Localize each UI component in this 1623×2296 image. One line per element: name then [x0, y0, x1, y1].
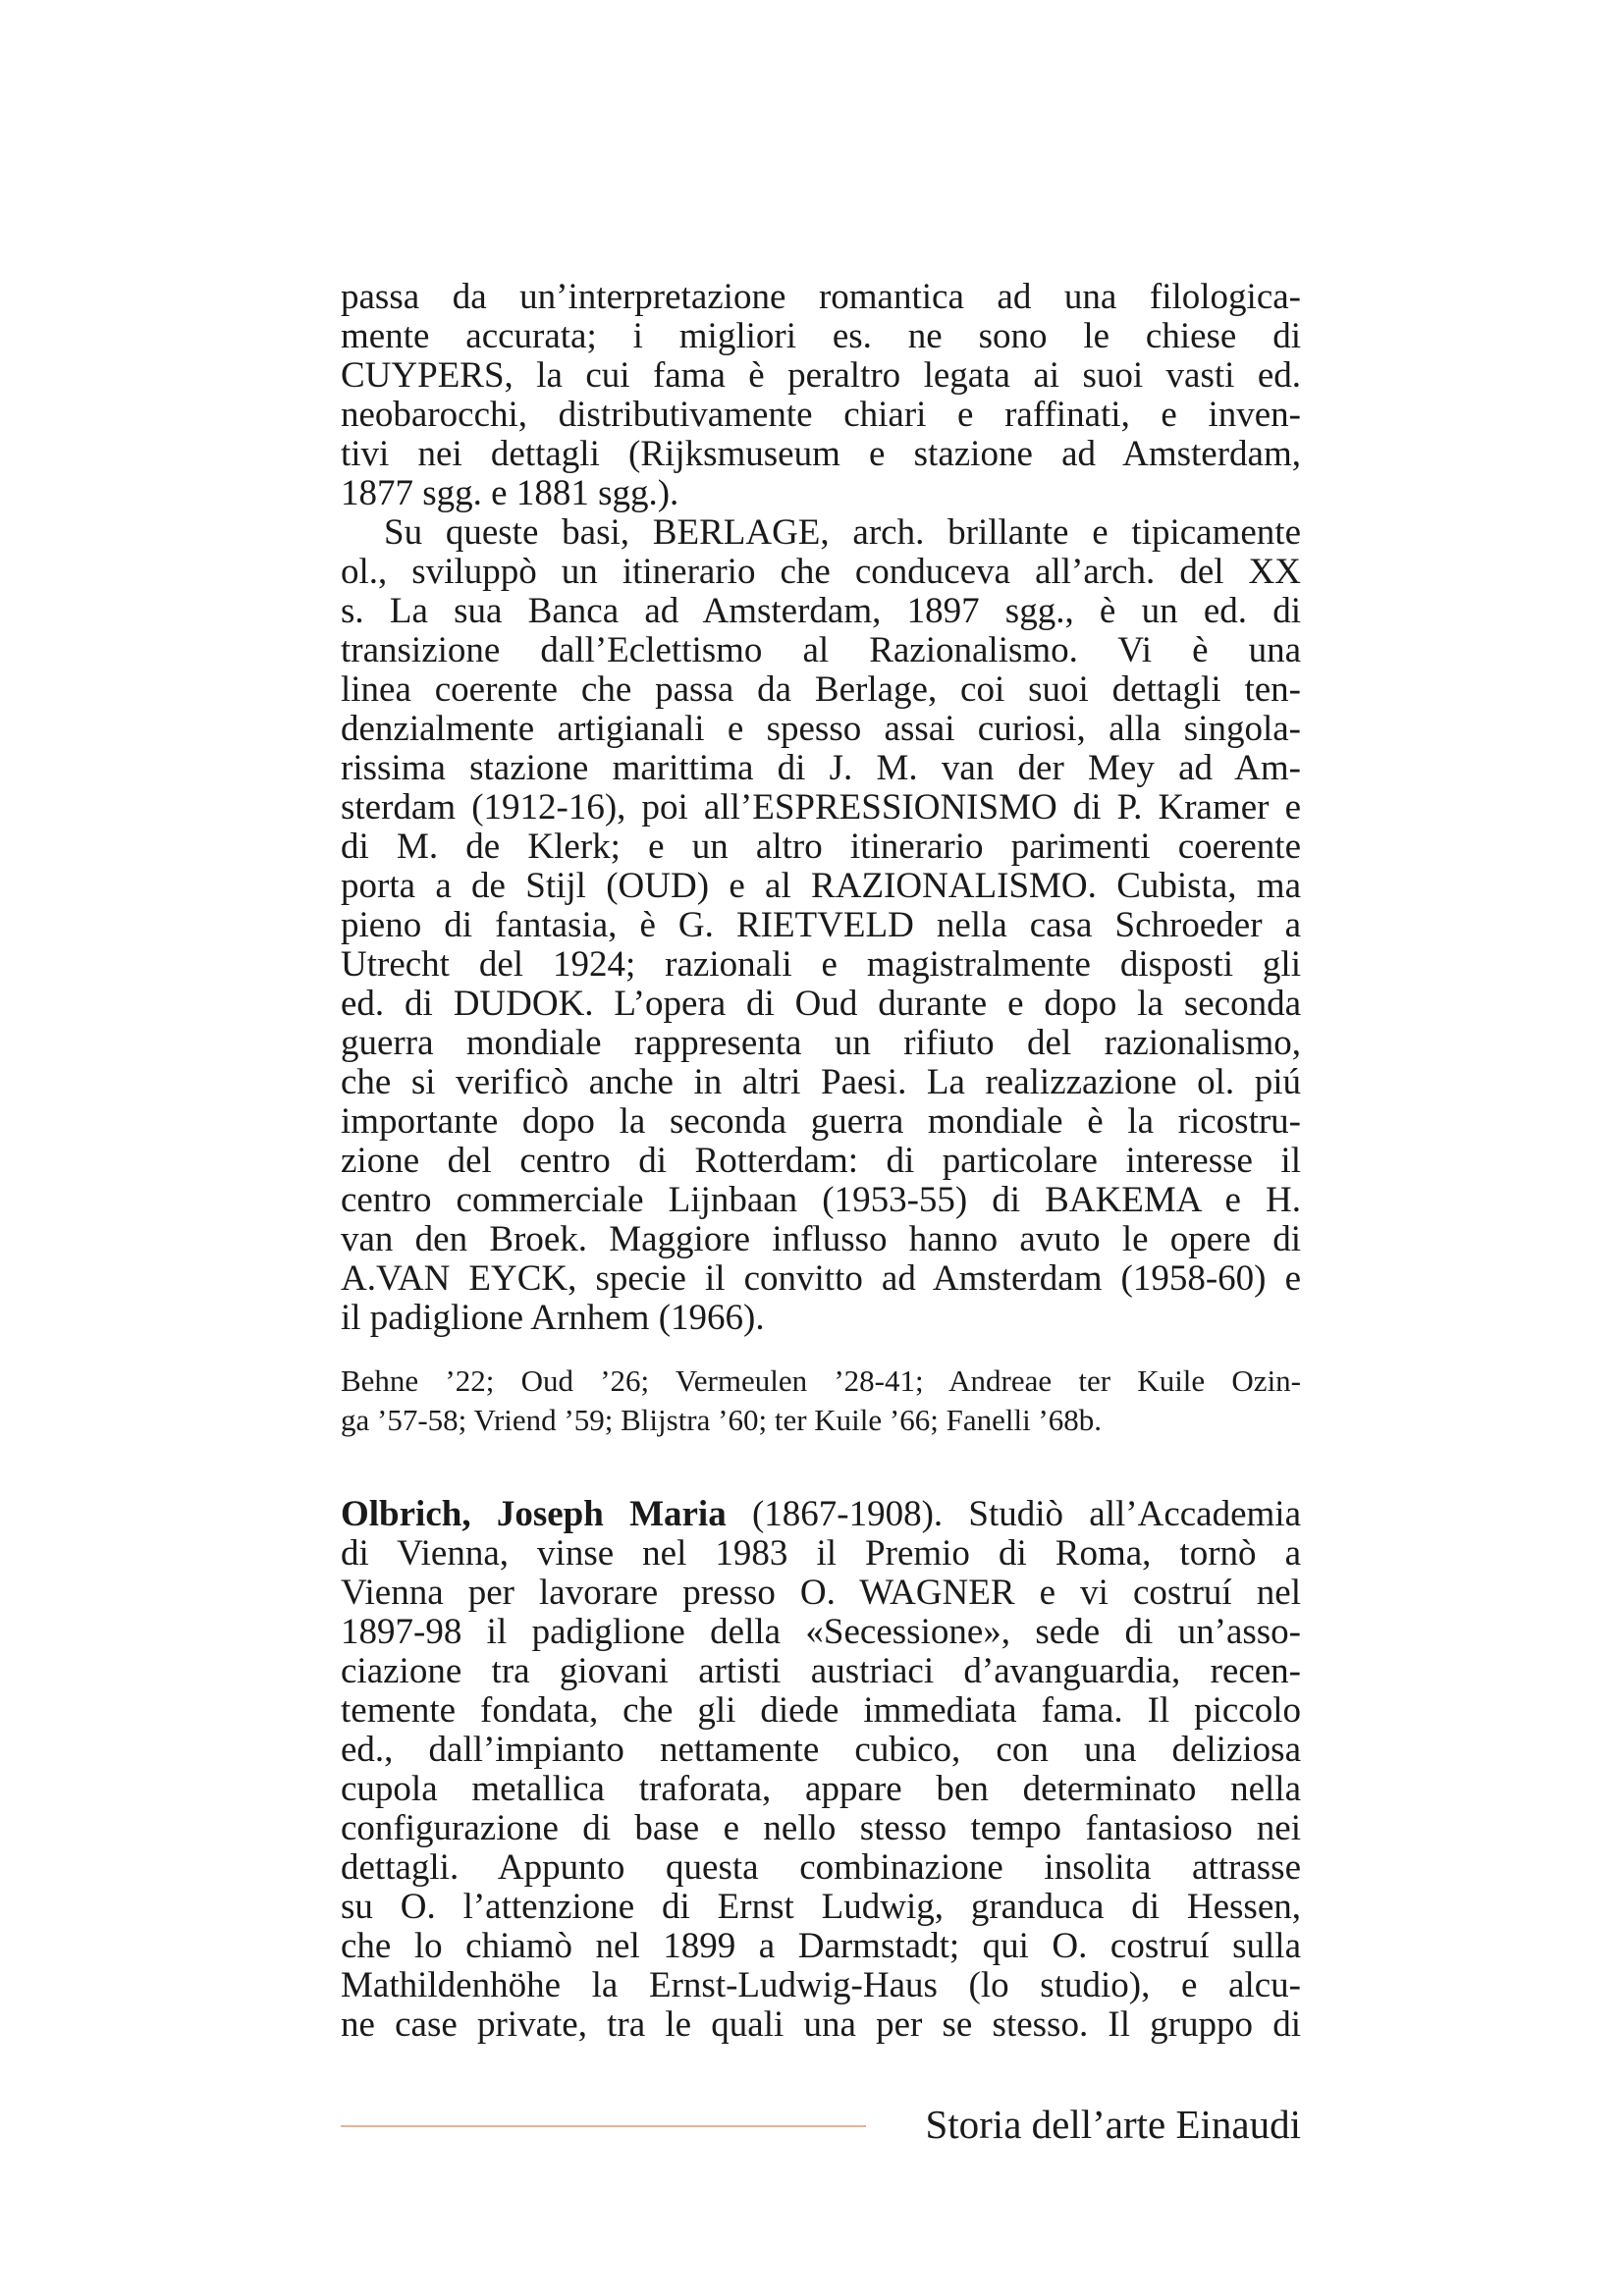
page-footer [341, 2094, 1301, 2153]
entry-separator [341, 1440, 1301, 1495]
text-line: zione del centro di Rotterdam: di particolare interesse il [341, 1141, 1301, 1181]
text-line: pieno di fantasia, è G. RIETVELD nella casa Schroeder a [341, 905, 1301, 945]
text-line: 1877 sgg. e 1881 sgg.). [341, 473, 679, 513]
text-line: linea coerente che passa da Berlage, coi suoi dettagli ten- [341, 669, 1301, 710]
text-line: cupola metallica traforata, appare ben determinato nella [341, 1769, 1301, 1809]
text-line: Mathildenhöhe la Ernst-Ludwig-Haus (lo studio), e alcu- [341, 1965, 1301, 2005]
text-line: mente accurata; i migliori es. ne sono le chiese di [341, 316, 1301, 356]
bibliography-line: Behne ’22; Oud ’26; Vermeulen ’28-41; Andreae ter Kuile Ozin- [341, 1363, 1301, 1398]
text-line: centro commerciale Lijnbaan (1953-55) di BAKEMA e H. [341, 1180, 1301, 1220]
text-line: di M. de Klerk; e un altro itinerario parimenti coerente [341, 827, 1301, 867]
text-line: di Vienna, vinse nel 1983 il Premio di Roma, tornò a [341, 1533, 1301, 1574]
text-line: CUYPERS, la cui fama è peraltro legata ai suoi vasti ed. [341, 355, 1301, 396]
text-line: A.VAN EYCK, specie il convitto ad Amsterdam (1958-60) e [341, 1258, 1301, 1299]
page-body [341, 278, 1301, 2045]
text-line: s. La sua Banca ad Amsterdam, 1897 sgg., è un ed. di [341, 591, 1301, 631]
text-line: Su queste basi, BERLAGE, arch. brillante e tipicamente [384, 512, 1301, 553]
text-line [341, 1495, 1301, 1534]
text-line: ed. di DUDOK. L’opera di Oud durante e dopo la seconda [341, 984, 1301, 1024]
entry-olbrich [341, 1495, 1301, 2045]
paragraph-berlage [341, 513, 1301, 1338]
text-line: porta a de Stijl (OUD) e al RAZIONALISMO. Cubista, ma [341, 866, 1301, 906]
text-line: neobarocchi, distributivamente chiari e raffinati, e inven- [341, 395, 1301, 435]
text-line: sterdam (1912-16), poi all’ESPRESSIONISMO di P. Kramer e [341, 787, 1301, 828]
text-line: Vienna per lavorare presso O. WAGNER e vi costruí nel [341, 1573, 1301, 1613]
text-line: configurazione di base e nello stesso tempo fantasioso nei [341, 1808, 1301, 1848]
paragraph-olanda-continued [341, 278, 1301, 513]
bibliography-line: ga ’57-58; Vriend ’59; Blijstra ’60; ter Kuile ’66; Fanelli ’68b. [341, 1403, 1102, 1437]
entry-heading-continuation: (1867-1908). Studiò all’Accademia [726, 1494, 1301, 1534]
text-line: il padiglione Arnhem (1966). [341, 1298, 765, 1338]
text-line: transizione dall’Eclettismo al Razionalismo. Vi è una [341, 630, 1301, 670]
text-line: passa da un’interpretazione romantica ad una filologica- [341, 277, 1301, 317]
footer-rule [341, 2125, 866, 2127]
footer-title: Storia dell’arte Einaudi [925, 2102, 1301, 2147]
text-line: guerra mondiale rappresenta un rifiuto del razionalismo, [341, 1023, 1301, 1063]
text-line: rissima stazione marittima di J. M. van der Mey ad Am- [341, 748, 1301, 788]
text-line: su O. l’attenzione di Ernst Ludwig, granduca di Hessen, [341, 1887, 1301, 1927]
text-line: che lo chiamò nel 1899 a Darmstadt; qui O. costruí sulla [341, 1926, 1301, 1966]
text-line: tivi nei dettagli (Rijksmuseum e stazione ad Amsterdam, [341, 434, 1301, 474]
text-line: ciazione tra giovani artisti austriaci d’avanguardia, recen- [341, 1651, 1301, 1691]
text-line: importante dopo la seconda guerra mondiale è la ricostru- [341, 1101, 1301, 1142]
text-line: 1897-98 il padiglione della «Secessione», sede di un’asso- [341, 1612, 1301, 1652]
entry-heading: Olbrich, Joseph Maria [341, 1494, 727, 1534]
text-line: van den Broek. Maggiore influsso hanno avuto le opere di [341, 1219, 1301, 1259]
text-line: ed., dall’impianto nettamente cubico, con una deliziosa [341, 1730, 1301, 1770]
text-line: Utrecht del 1924; razionali e magistralmente disposti gli [341, 944, 1301, 985]
text-line: dettagli. Appunto questa combinazione insolita attrasse [341, 1847, 1301, 1888]
text-line: temente fondata, che gli diede immediata fama. Il piccolo [341, 1690, 1301, 1731]
text-line: ol., sviluppò un itinerario che conduceva all’arch. del XX [341, 552, 1301, 592]
text-line: denzialmente artigianali e spesso assai curiosi, alla singola- [341, 709, 1301, 749]
text-line: ne case private, tra le quali una per se stesso. Il gruppo di [341, 2004, 1301, 2045]
text-line: che si verificò anche in altri Paesi. La realizzazione ol. piú [341, 1062, 1301, 1102]
bibliography [341, 1362, 1301, 1440]
